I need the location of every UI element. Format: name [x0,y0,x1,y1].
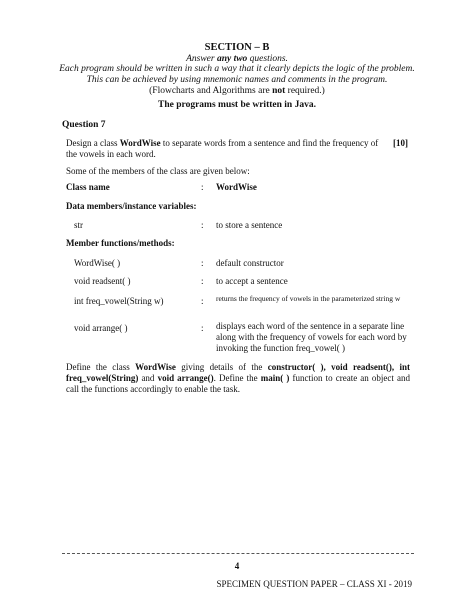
define-text-1: Define the class [66,362,136,372]
method-freq-vowel-desc: returns the frequency of vowels in the parameterized string w [216,294,401,303]
question-description [66,138,386,160]
question-marks: [10] [393,138,408,148]
section-line-java: The programs must be written in Java. [158,100,316,110]
section-line-mnemonic: This can be achieved by using mnemonic names and comments in the program. [86,75,388,85]
member-functions-heading: Member functions/methods: [66,238,175,248]
section-line-flowcharts [0,86,474,96]
instruction-text: Answer [186,54,217,64]
method-arrange-desc: displays each word of the sentence in a separate line along with the frequency of vowels for each word by invoking the function freq_vowel( ) [216,321,407,353]
instruction-text-end: questions. [247,54,288,64]
data-member-colon: : [201,220,204,230]
footer-label: SPECIMEN QUESTION PAPER – CLASS XI - 2019 [216,579,412,589]
flowchart-text-end: required.) [285,86,325,96]
instruction-emphasis: any two [216,54,248,64]
method-colon: : [201,296,204,306]
method-constructor-desc: default constructor [216,258,284,268]
define-bold-1: WordWise [135,362,176,372]
desc-text-end: to separate words from a sentence and find the frequency of the vowels in each word. [66,138,379,159]
data-member-desc: to store a sentence [216,220,283,230]
method-colon: : [201,258,204,268]
class-name-colon: : [201,182,204,192]
desc-class-name: WordWise [119,138,161,148]
define-text-5: function to create an object and call the functions accordingly to enable the task. [66,373,411,394]
desc-text: Design a class [66,138,120,148]
method-freq-vowel-name: int freq_vowel(String w) [74,296,164,306]
flowchart-text: (Flowcharts and Algorithms are [149,86,273,96]
section-line-logic: Each program should be written in such a way that it clearly depicts the logic of the problem. [59,64,415,74]
class-name-value: WordWise [216,182,257,192]
define-instructions [66,362,410,395]
question-title: Question 7 [62,120,106,130]
define-bold-2: constructor( ), void readsent(), int freq_vowel(String) [66,362,410,383]
section-instruction [0,54,474,64]
method-arrange-name: void arrange( ) [74,323,128,333]
flowchart-emphasis: not [272,86,286,96]
define-text-3: and [138,373,158,383]
class-name-label: Class name [66,182,110,192]
method-constructor-name: WordWise( ) [74,258,121,268]
method-readsent-desc: to accept a sentence [216,276,288,286]
define-bold-3: void arrange() [157,373,214,383]
members-intro: Some of the members of the class are given below: [66,166,250,176]
define-text-4: . Define the [213,373,261,383]
section-title: SECTION – B [204,42,270,53]
data-members-heading: Data members/instance variables: [66,201,197,211]
define-bold-4: main( ) [260,373,290,383]
footer-divider [62,553,414,554]
method-colon: : [201,276,204,286]
method-readsent-name: void readsent( ) [74,276,131,286]
define-text-2: giving details of the [175,362,268,372]
method-colon: : [201,323,204,333]
page-number: 4 [234,561,240,571]
data-member-name: str [74,220,83,230]
